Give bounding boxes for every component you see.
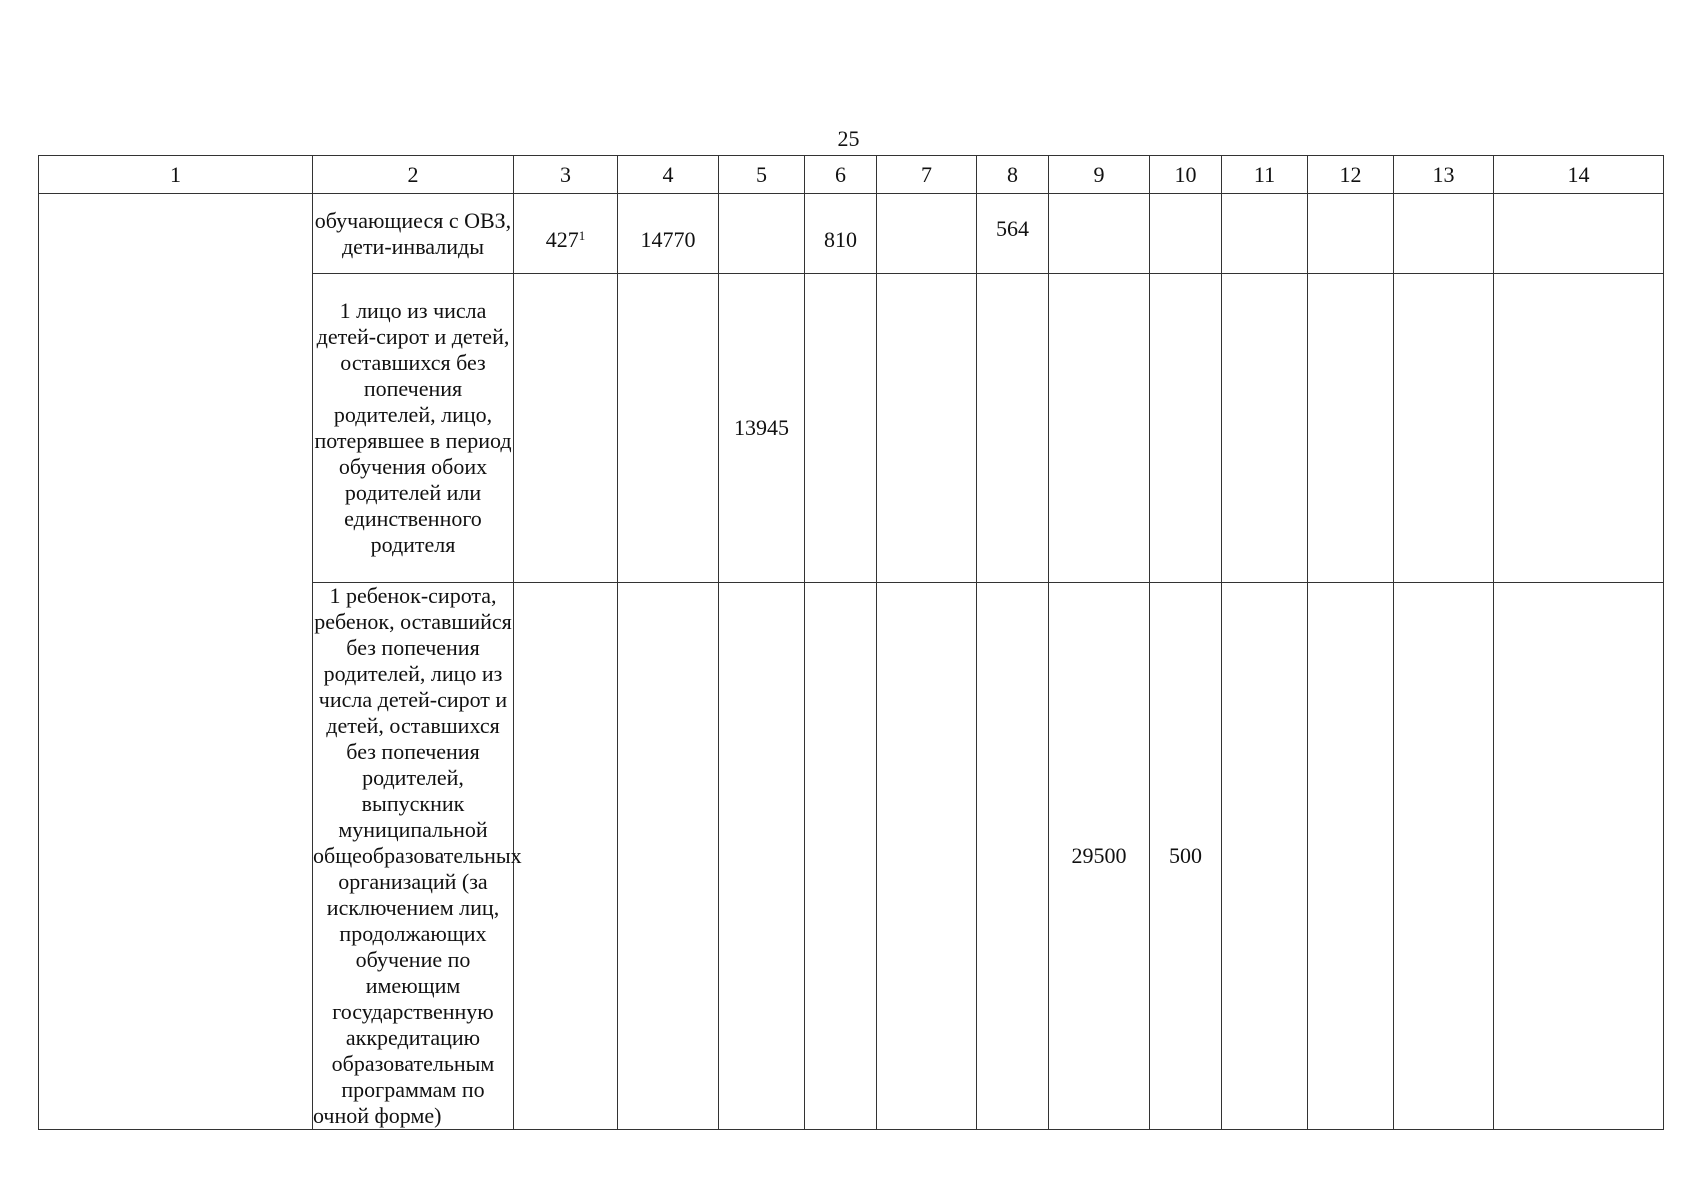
header-cell: 11 <box>1222 156 1308 194</box>
header-cell: 14 <box>1494 156 1664 194</box>
header-cell: 2 <box>313 156 514 194</box>
table-cell <box>514 583 618 1130</box>
table-cell <box>1222 274 1308 583</box>
table-cell <box>1494 583 1664 1130</box>
table-cell <box>1150 583 1222 1130</box>
cell-value: 810 <box>824 226 857 252</box>
table-cell <box>805 274 877 583</box>
header-cell: 1 <box>39 156 313 194</box>
header-cell: 10 <box>1150 156 1222 194</box>
table-cell <box>1049 583 1150 1130</box>
header-cell: 13 <box>1394 156 1494 194</box>
header-cell: 5 <box>719 156 805 194</box>
table-cell <box>1308 583 1394 1130</box>
cell-value: 29500 <box>1071 843 1127 868</box>
header-cell: 8 <box>977 156 1049 194</box>
header-cell: 6 <box>805 156 877 194</box>
header-cell: 4 <box>618 156 719 194</box>
table-cell <box>977 583 1049 1130</box>
table-cell <box>1394 194 1494 274</box>
table-row <box>39 194 1664 274</box>
table-cell <box>1049 194 1150 274</box>
footnote-marker: 1 <box>578 227 586 243</box>
table-cell <box>514 274 618 583</box>
header-cell: 12 <box>1308 156 1394 194</box>
table-cell <box>805 194 877 274</box>
header-row <box>39 156 1664 194</box>
header-cell: 3 <box>514 156 618 194</box>
table-cell <box>618 583 719 1130</box>
row-description: обучающиеся с ОВЗ, дети-инвалиды <box>313 194 514 274</box>
cell-value: 13945 <box>734 415 789 440</box>
cell-value: 427 <box>545 226 579 252</box>
table-cell <box>805 583 877 1130</box>
table-cell <box>977 274 1049 583</box>
cell-value: 500 <box>1169 843 1202 868</box>
table-cell <box>1150 274 1222 583</box>
table-cell <box>1394 274 1494 583</box>
table-cell <box>1308 274 1394 583</box>
table-cell <box>514 194 618 274</box>
table-cell <box>719 274 805 583</box>
table-cell <box>1494 194 1664 274</box>
table-cell <box>719 194 805 274</box>
table-cell <box>618 194 719 274</box>
table-cell <box>1049 274 1150 583</box>
table-cell <box>1222 583 1308 1130</box>
table-cell <box>1150 194 1222 274</box>
table-cell <box>1222 194 1308 274</box>
page-number: 25 <box>837 126 860 151</box>
data-table <box>38 155 1664 1130</box>
table-cell <box>1308 194 1394 274</box>
table-cell <box>1494 274 1664 583</box>
table-cell <box>618 274 719 583</box>
row-description: 1 ребенок-сирота, ребенок, оставшийся без попечения родителей, лицо из числа детей-сирот и детей, оставшихся без попечения родителей, выпускник муниципальной общеобразовательных организаций (за исключением лиц, продолжающих обучение по имеющим государственную аккредитацию образовательным программам по очной форме) <box>313 583 522 1128</box>
header-cell: 7 <box>877 156 977 194</box>
header-cell: 9 <box>1049 156 1150 194</box>
category-cell <box>39 194 313 1130</box>
table-cell <box>877 194 977 274</box>
table-cell <box>977 194 1049 274</box>
cell-value: 564 <box>996 215 1029 241</box>
table-cell <box>719 583 805 1130</box>
row-description: 1 лицо из числа детей-сирот и детей, оставшихся без попечения родителей, лицо, потерявшее в период обучения обоих родителей или единственного родителя <box>313 274 514 583</box>
table-cell <box>1394 583 1494 1130</box>
cell-value: 14770 <box>640 226 696 252</box>
table-cell <box>877 583 977 1130</box>
table-cell <box>877 274 977 583</box>
